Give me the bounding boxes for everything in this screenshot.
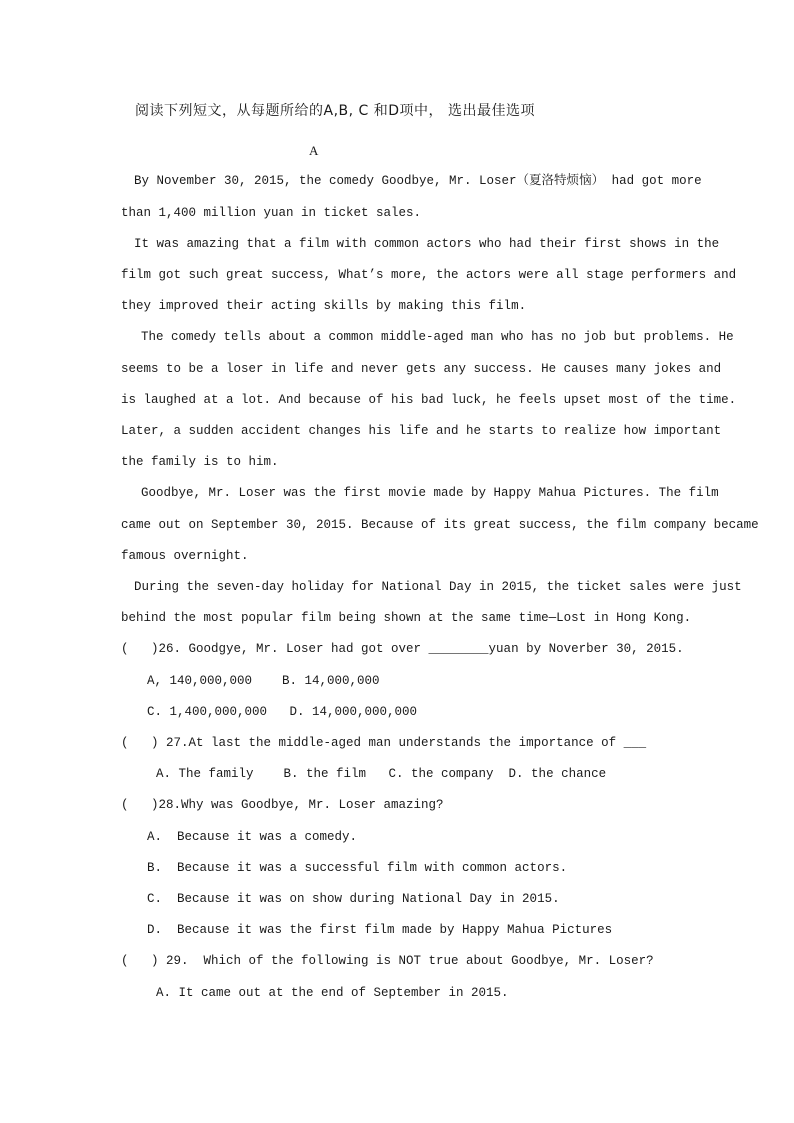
answer-option: A, 140,000,000 B. 14,000,000 [147,674,380,688]
question-stem: ( ) 29. Which of the following is NOT true about Goodbye, Mr. Loser? [121,954,654,968]
passage-line: By November 30, 2015, the comedy Goodbye, Mr. Loser（夏洛特烦恼） had got more [134,174,702,188]
instruction-heading: 阅读下列短文，从每题所给的A,B, C 和D项中， 选出最佳选项 [135,103,535,119]
passage-line: they improved their acting skills by making this film. [121,299,527,313]
passage-line: It was amazing that a film with common actors who had their first shows in the [134,237,720,251]
answer-option: B. Because it was a successful film with common actors. [147,861,568,875]
passage-line: the family is to him. [121,455,279,469]
answer-option: D. Because it was the first film made by Happy Mahua Pictures [147,923,613,937]
passage-line: Goodbye, Mr. Loser was the first movie made by Happy Mahua Pictures. The film [141,486,719,500]
answer-option: A. The family B. the film C. the company D. the chance [156,767,607,781]
passage-line: is laughed at a lot. And because of his bad luck, he feels upset most of the time. [121,393,737,407]
passage-line: famous overnight. [121,549,249,563]
answer-option: C. 1,400,000,000 D. 14,000,000,000 [147,705,418,719]
passage-line: Later, a sudden accident changes his life and he starts to realize how important [121,424,722,438]
answer-option: A. Because it was a comedy. [147,830,358,844]
question-stem: ( )28.Why was Goodbye, Mr. Loser amazing? [121,798,444,812]
passage-line: During the seven-day holiday for National Day in 2015, the ticket sales were just [134,580,742,594]
section-label: A [309,143,319,158]
answer-option: C. Because it was on show during National Day in 2015. [147,892,560,906]
answer-option: A. It came out at the end of September in 2015. [156,986,509,1000]
question-stem: ( )26. Goodgye, Mr. Loser had got over ________yuan by Noverber 30, 2015. [121,642,684,656]
passage-line: came out on September 30, 2015. Because of its great success, the film company became [121,518,759,532]
passage-line: seems to be a loser in life and never gets any success. He causes many jokes and [121,362,722,376]
passage-line: The comedy tells about a common middle-aged man who has no job but problems. He [141,330,734,344]
passage-line: than 1,400 million yuan in ticket sales. [121,206,422,220]
passage-line: film got such great success, What’s more, the actors were all stage performers and [121,268,737,282]
passage-line: behind the most popular film being shown at the same time—Lost in Hong Kong. [121,611,692,625]
question-stem: ( ) 27.At last the middle-aged man understands the importance of ___ [121,736,647,750]
